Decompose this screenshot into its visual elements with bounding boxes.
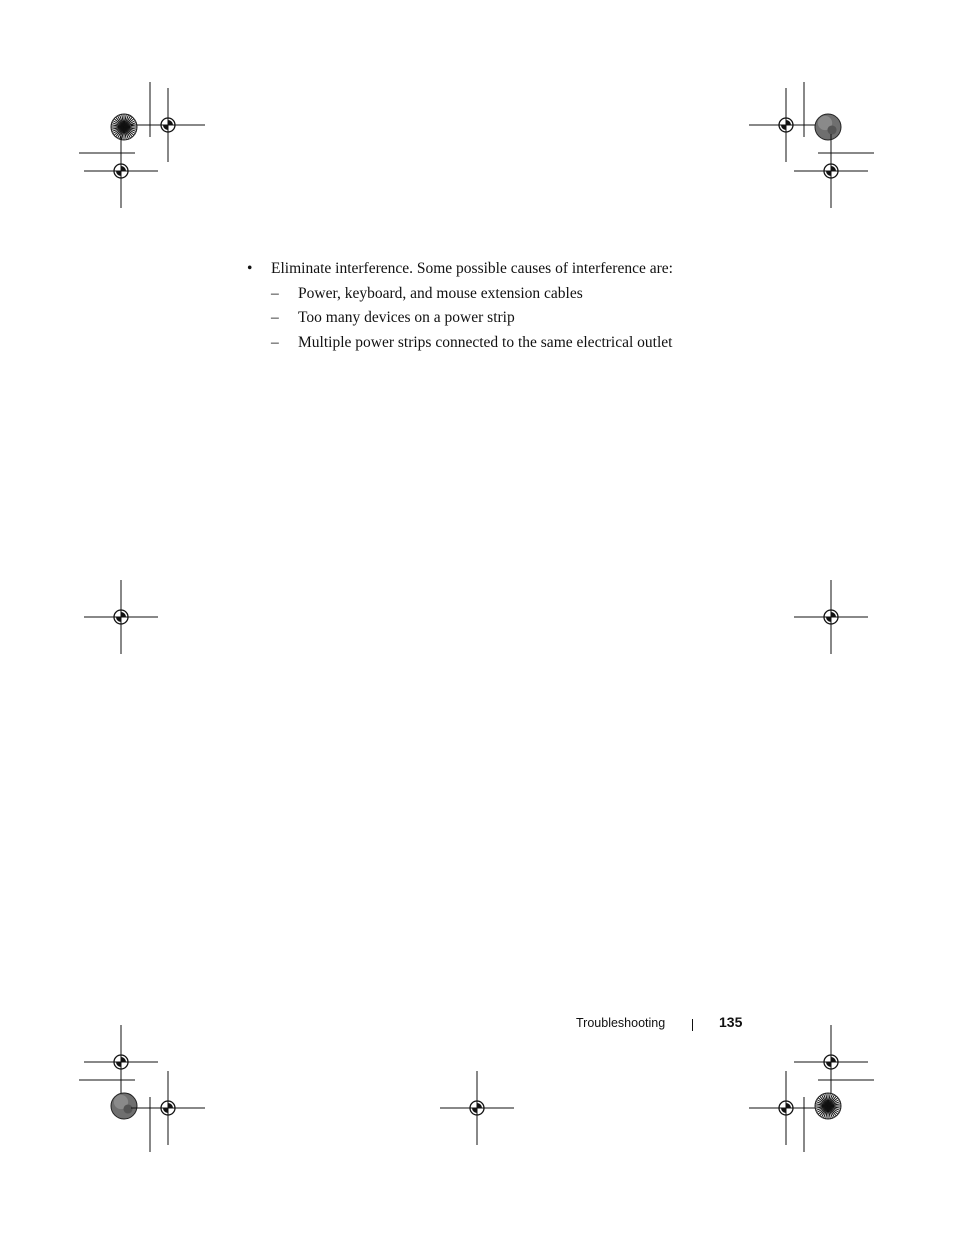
bullet-marker: • [247, 260, 253, 277]
sub-item-text: Too many devices on a power strip [298, 309, 515, 326]
sub-item-text: Multiple power strips connected to the same electrical outlet [298, 334, 673, 351]
bullet-text: Eliminate interference. Some possible causes of interference are: [271, 260, 673, 277]
dash-marker: – [271, 309, 279, 326]
registration-fill [781, 120, 791, 130]
registration-fill [163, 1103, 173, 1113]
registration-fill [826, 166, 836, 176]
dash-marker: – [271, 334, 279, 351]
page-number: 135 [719, 1014, 743, 1030]
texture-shadow [827, 125, 836, 134]
registration-fill [163, 120, 173, 130]
registration-fill [116, 612, 126, 622]
registration-fill [781, 1103, 791, 1113]
sub-item-text: Power, keyboard, and mouse extension cables [298, 285, 583, 302]
registration-fill [116, 1057, 126, 1067]
footer-section-title: Troubleshooting [576, 1016, 666, 1030]
registration-fill [116, 166, 126, 176]
texture-shadow [123, 1104, 132, 1113]
registration-fill [826, 612, 836, 622]
registration-fill [472, 1103, 482, 1113]
dash-marker: – [271, 285, 279, 302]
registration-fill [826, 1057, 836, 1067]
